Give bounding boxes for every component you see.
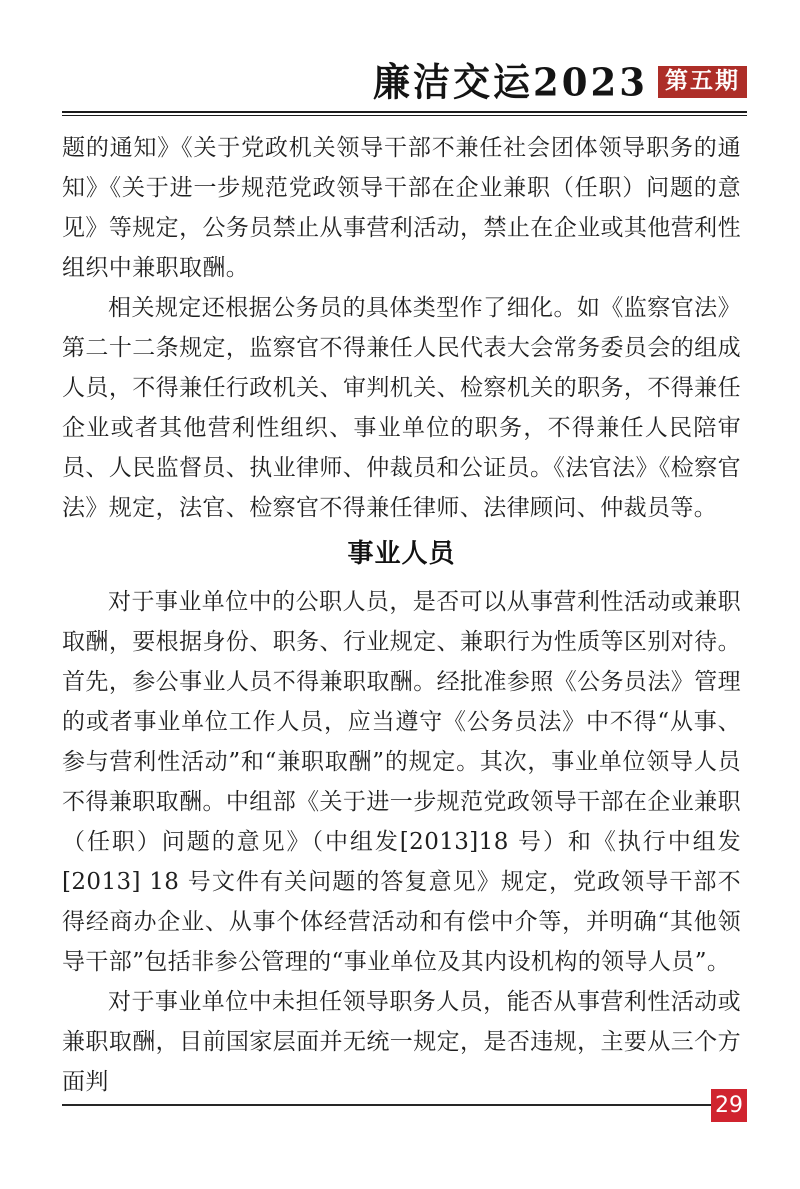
paragraph-continuation: 题的通知》《关于党政机关领导干部不兼任社会团体领导职务的通知》《关于进一步规范党政领导干部在企业兼职（任职）问题的意见》等规定，公务员禁止从事营利活动，禁止在企业或其他营利性组织中兼职取酬。 <box>62 135 741 281</box>
article-body <box>62 128 741 1102</box>
masthead-row <box>62 60 747 104</box>
journal-title: 廉洁交运2023 <box>373 58 648 105</box>
paragraph: 对于事业单位中的公职人员，是否可以从事营利性活动或兼职取酬，要根据身份、职务、行业规定、兼职行为性质等区别对待。首先，参公事业人员不得兼职取酬。经批准参照《公务员法》管理的或者事业单位工作人员，应当遵守《公务员法》中不得“从事、参与营利性活动”和“兼职取酬”的规定。其次，事业单位领导人员不得兼职取酬。中组部《关于进一步规范党政领导干部在企业兼职（任职）问题的意见》（中组发[2013]18 号）和《执行中组发[2013] 18 号文件有关问题的答复意见》规定，党政领导干部不得经商办企业、从事个体经营活动和有偿中介等，并明确“其他领导干部”包括非参公管理的“事业单位及其内设机构的领导人员”。 <box>62 589 741 975</box>
section-heading: 事业人员 <box>347 539 456 569</box>
paragraph: 相关规定还根据公务员的具体类型作了细化。如《监察官法》第二十二条规定，监察官不得兼任人民代表大会常务委员会的组成人员，不得兼任行政机关、审判机关、检察机关的职务，不得兼任企业或者其他营利性组织、事业单位的职务，不得兼任人民陪审员、人民监督员、执业律师、仲裁员和公证员。《法官法》《检察官法》规定，法官、检察官不得兼任律师、法律顾问、仲裁员等。 <box>62 295 741 521</box>
issue-badge: 第五期 <box>658 66 747 98</box>
page-footer <box>62 1088 747 1122</box>
page-number-badge: 29 <box>711 1089 747 1122</box>
page-header <box>62 60 747 116</box>
paragraph: 对于事业单位中未担任领导职务人员，能否从事营利性活动或兼职取酬，目前国家层面并无统一规定，是否违规，主要从三个方面判 <box>62 989 741 1095</box>
header-rule <box>62 111 747 116</box>
footer-rule <box>62 1104 711 1106</box>
